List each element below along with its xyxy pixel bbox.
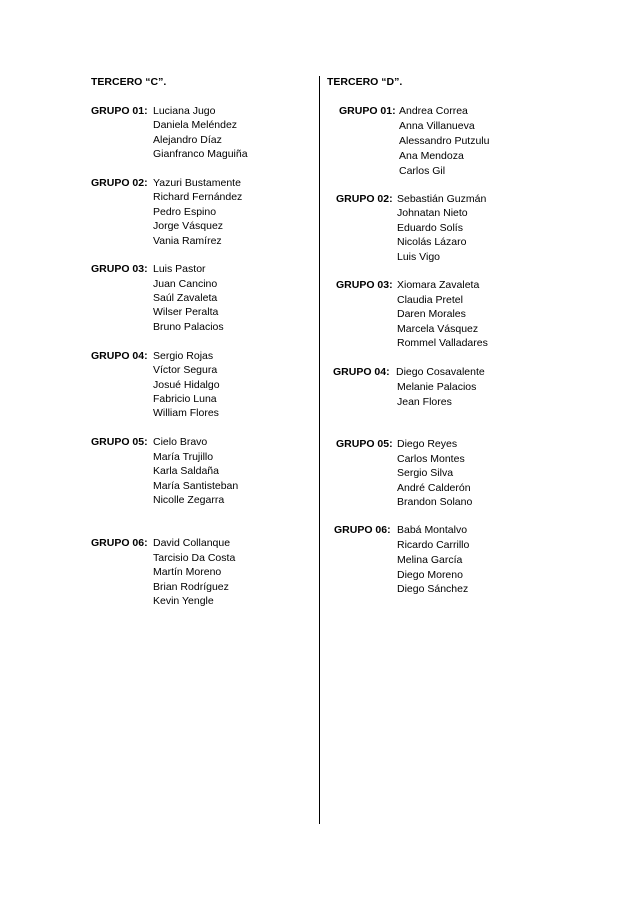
c-group-05-member: María Trujillo	[153, 451, 214, 463]
d-group-05-member: Brandon Solano	[397, 496, 473, 508]
c-group-03-member: Bruno Palacios	[153, 321, 224, 333]
d-group-06-member: Babá Montalvo	[397, 524, 468, 536]
d-group-06-member: Melina García	[397, 554, 463, 566]
d-group-06-label: GRUPO 06:	[334, 524, 391, 536]
d-group-04-member: Jean Flores	[397, 396, 452, 408]
d-group-01-member: Ana Mendoza	[399, 150, 464, 162]
d-group-04-label: GRUPO 04:	[333, 366, 390, 378]
c-group-06-member: Kevin Yengle	[153, 595, 214, 607]
d-group-03-label: GRUPO 03:	[336, 279, 393, 291]
c-group-01-member: Gianfranco Maguiña	[153, 148, 248, 160]
d-group-01-member: Alessandro Putzulu	[399, 135, 490, 147]
c-group-01-label: GRUPO 01:	[91, 105, 148, 117]
d-group-03-member: Xiomara Zavaleta	[397, 279, 480, 291]
d-group-04-member: Melanie Palacios	[397, 381, 477, 393]
d-group-02-label: GRUPO 02:	[336, 193, 393, 205]
c-group-02-member: Vania Ramírez	[153, 235, 222, 247]
c-group-06-label: GRUPO 06:	[91, 537, 148, 549]
c-group-03-member: Saúl Zavaleta	[153, 292, 218, 304]
c-group-02-member: Yazuri Bustamente	[153, 177, 241, 189]
c-group-06-member: Tarcisio Da Costa	[153, 552, 236, 564]
d-group-03-member: Daren Morales	[397, 308, 466, 320]
d-group-03-member: Claudia Pretel	[397, 294, 463, 306]
d-group-01-label: GRUPO 01:	[339, 105, 396, 117]
d-group-02-member: Eduardo Solís	[397, 222, 463, 234]
c-group-04-member: Fabricio Luna	[153, 393, 217, 405]
c-group-05-label: GRUPO 05:	[91, 436, 148, 448]
c-group-05-member: Nicolle Zegarra	[153, 494, 225, 506]
d-group-06-member: Ricardo Carrillo	[397, 539, 470, 551]
d-group-02-member: Johnatan Nieto	[397, 207, 468, 219]
c-group-03-member: Juan Cancino	[153, 278, 218, 290]
c-group-02-member: Jorge Vásquez	[153, 220, 224, 232]
d-group-03-member: Marcela Vásquez	[397, 323, 479, 335]
d-group-05-member: Sergio Silva	[397, 467, 454, 479]
column-c-title: TERCERO “C”.	[91, 76, 167, 88]
column-divider	[319, 76, 320, 824]
c-group-06-member: Brian Rodríguez	[153, 581, 229, 593]
d-group-05-member: André Calderón	[397, 482, 471, 494]
d-group-03-member: Rommel Valladares	[397, 337, 488, 349]
d-group-01-member: Anna Villanueva	[399, 120, 475, 132]
c-group-02-member: Richard Fernández	[153, 191, 243, 203]
d-group-04-member: Diego Cosavalente	[396, 366, 485, 378]
d-group-01-member: Carlos Gil	[399, 165, 446, 177]
c-group-01-member: Alejandro Díaz	[153, 134, 222, 146]
c-group-01-member: Daniela Meléndez	[153, 119, 238, 131]
c-group-05-member: Karla Saldaña	[153, 465, 219, 477]
c-group-03-label: GRUPO 03:	[91, 263, 148, 275]
d-group-02-member: Luis Vigo	[397, 251, 441, 263]
c-group-03-member: Wilser Peralta	[153, 306, 219, 318]
c-group-02-member: Pedro Espino	[153, 206, 217, 218]
d-group-05-member: Carlos Montes	[397, 453, 465, 465]
c-group-04-member: Sergio Rojas	[153, 350, 214, 362]
c-group-02-label: GRUPO 02:	[91, 177, 148, 189]
d-group-05-member: Diego Reyes	[397, 438, 458, 450]
c-group-05-member: María Santisteban	[153, 480, 239, 492]
c-group-04-member: William Flores	[153, 407, 219, 419]
c-group-01-member: Luciana Jugo	[153, 105, 216, 117]
d-group-05-label: GRUPO 05:	[336, 438, 393, 450]
column-d-title: TERCERO “D”.	[327, 76, 403, 88]
c-group-04-label: GRUPO 04:	[91, 350, 148, 362]
d-group-01-member: Andrea Correa	[399, 105, 468, 117]
c-group-06-member: David Collanque	[153, 537, 231, 549]
c-group-03-member: Luis Pastor	[153, 263, 206, 275]
c-group-04-member: Víctor Segura	[153, 364, 218, 376]
c-group-06-member: Martín Moreno	[153, 566, 222, 578]
d-group-02-member: Nicolás Lázaro	[397, 236, 467, 248]
d-group-06-member: Diego Sánchez	[397, 583, 469, 595]
c-group-05-member: Cielo Bravo	[153, 436, 208, 448]
d-group-02-member: Sebastián Guzmán	[397, 193, 487, 205]
c-group-04-member: Josué Hidalgo	[153, 379, 220, 391]
d-group-06-member: Diego Moreno	[397, 569, 463, 581]
